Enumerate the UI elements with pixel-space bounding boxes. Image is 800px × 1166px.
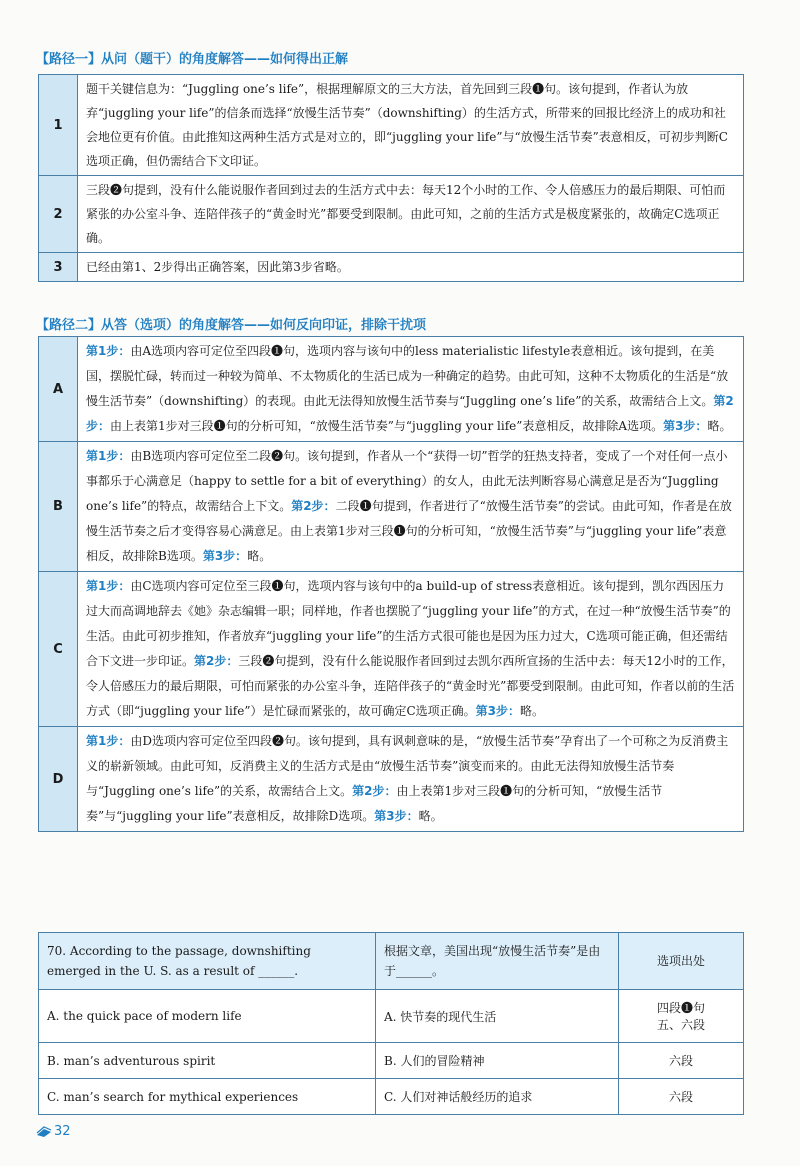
step-label: 第2步： — [291, 499, 336, 513]
step-text: 由B选项内容可定位至二段❷句。该句提到，作者从一个“获得一切”哲学的狂热支持者，变成了一个对任何一点小事都乐于心满意足（happy to settle for a bit of everything）的女人，由此无法判断容易心满意足是否为“Juggling one’s life”的特点，故需结合上下文。 — [86, 449, 728, 513]
option-analysis — [78, 337, 744, 442]
option-analysis — [78, 442, 744, 572]
step-text: 由D选项内容可定位至四段❷句。该句提到，具有讽刺意味的是，“放慢生活节奏”孕育出了一个可称之为反消费主义的崭新领域。由此可知，反消费主义的生活方式是由“放慢生活节奏”演变而来的。由此无法得知放慢生活节奏与“Juggling one’s life”的关系，故需结合上文。 — [86, 734, 729, 798]
step-text: 已经由第1、2步得出正确答案，因此第3步省略。 — [78, 253, 744, 282]
step-text: 略。 — [520, 704, 545, 718]
option-source: 六段 — [619, 1043, 744, 1079]
step-text: 由上表第1步对三段❶句的分析可知，“放慢生活节奏”与“juggling your life”表意相反，故排除A选项。 — [110, 419, 664, 433]
path2-header: 【路径二】从答（选项）的角度解答——如何反向印证，排除干扰项 — [36, 318, 427, 333]
step-number: 2 — [39, 176, 78, 253]
step-label: 第1步： — [86, 579, 131, 593]
option-label: C — [39, 572, 78, 727]
book-icon — [36, 1126, 52, 1138]
step-label: 第2步： — [86, 394, 734, 433]
source-header: 选项出处 — [619, 933, 744, 990]
step-number: 3 — [39, 253, 78, 282]
option-source-line: 五、六段 — [656, 1018, 705, 1032]
option-source: 六段 — [619, 1079, 744, 1115]
table-row — [39, 75, 744, 176]
option-chinese: C. 人们对神话般经历的追求 — [376, 1079, 619, 1115]
step-label: 第3步： — [475, 704, 521, 718]
table-row — [39, 442, 744, 572]
step-label: 第3步： — [202, 549, 248, 563]
option-analysis — [78, 572, 744, 727]
step-label: 第2步： — [194, 654, 239, 668]
step-text: 略。 — [247, 549, 272, 563]
step-label: 第1步： — [86, 734, 131, 748]
table-row — [39, 176, 744, 253]
table-row — [39, 727, 744, 832]
step-text: 三段❷句提到，没有什么能说服作者回到过去凯尔西所宣扬的生活中去：每天12小时的工作，令人倍感压力的最后期限，可怕而紧张的办公室斗争，连陪伴孩子的“黄金时光”都要受到限制。由此可知，作者以前的生活方式（即“juggling your life”）是忙碌而紧张的，故可确定C选项正确。 — [86, 654, 735, 718]
step-text: 题干关键信息为：“Juggling one’s life”，根据理解原文的三大方法，首先回到三段❶句。该句提到，作者认为放弃“juggling your life”的信条而选择“放慢生活节奏”（downshifting）的生活方式，所带来的回报比经济上的成功和社会地位更有价值。由此推知这两种生活方式是对立的，即“juggling your life”与“放慢生活节奏”表意相反，可初步判断C选项正确，但仍需结合下文印证。 — [78, 75, 744, 176]
table-row — [39, 253, 744, 282]
step-number: 1 — [39, 75, 78, 176]
option-source-line: 四段❶句 — [656, 1001, 705, 1015]
step-label: 第3步： — [374, 809, 419, 823]
option-english: B. man’s adventurous spirit — [39, 1043, 376, 1079]
table-row — [39, 337, 744, 442]
table-row — [39, 1043, 744, 1079]
path1-table — [38, 74, 744, 282]
option-label: D — [39, 727, 78, 832]
option-chinese: A. 快节奏的现代生活 — [376, 990, 619, 1043]
table-row — [39, 1079, 744, 1115]
step-text: 由A选项内容可定位至四段❶句，选项内容与该句中的less materialistic lifestyle表意相近。该句提到，在美国，摆脱忙碌，转而过一种较为简单、不太物质化的生活已成为一种确定的趋势。由此可知，这种不太物质化的生活是“放慢生活节奏”（downshifting）的表现。由此无法得知放慢生活节奏与“Juggling one’s life”的关系，故需结合上文。 — [86, 344, 729, 408]
step-text: 三段❷句提到，没有什么能说服作者回到过去的生活方式中去：每天12个小时的工作、令人倍感压力的最后期限、可怕而紧张的办公室斗争、连陪伴孩子的“黄金时光”都要受到限制。由此可知，之前的生活方式是极度紧张的，故确定C选项正确。 — [78, 176, 744, 253]
path1-header: 【路径一】从问（题干）的角度解答——如何得出正解 — [36, 52, 349, 67]
step-text: 由C选项内容可定位至三段❶句，选项内容与该句中的a build-up of stress表意相近。该句提到，凯尔西因压力过大而高调地辞去《她》杂志编辑一职；同样地，作者也摆脱了“juggling your life”的方式，在过一种“放慢生活节奏”的生活。由此可初步推知，作者放弃“juggling your life”的生活方式很可能也是因为压力过大，C选项可能正确，但还需结合下文进一步印证。 — [86, 579, 731, 668]
step-text: 由上表第1步对三段❶句的分析可知，“放慢生活节奏”与“juggling your life”表意相反，故排除D选项。 — [86, 784, 663, 823]
option-english: A. the quick pace of modern life — [39, 990, 376, 1043]
option-english: C. man’s search for mythical experiences — [39, 1079, 376, 1115]
option-analysis — [78, 727, 744, 832]
option-chinese: B. 人们的冒险精神 — [376, 1043, 619, 1079]
step-text: 略。 — [418, 809, 443, 823]
step-label: 第2步： — [352, 784, 397, 798]
path2-table — [38, 336, 744, 832]
step-label: 第1步： — [86, 449, 131, 463]
step-label: 第3步： — [663, 419, 708, 433]
step-label: 第1步： — [86, 344, 131, 358]
question-table — [38, 932, 744, 1115]
question-english: 70. According to the passage, downshifting emerged in the U. S. as a result of ______. — [39, 933, 376, 990]
table-row — [39, 990, 744, 1043]
option-label: A — [39, 337, 78, 442]
table-row — [39, 572, 744, 727]
page-number: 32 — [54, 1124, 71, 1139]
question-header-row — [39, 933, 744, 990]
step-text: 二段❶句提到，作者进行了“放慢生活节奏”的尝试。由此可知，作者是在放慢生活节奏之后才变得容易心满意足。由上表第1步对三段❶句的分析可知，“放慢生活节奏”与“juggling your life”表意相反，故排除B选项。 — [86, 499, 732, 563]
option-source — [619, 990, 744, 1043]
step-text: 略。 — [707, 419, 732, 433]
question-chinese: 根据文章，美国出现“放慢生活节奏”是由于______。 — [376, 933, 619, 990]
option-label: B — [39, 442, 78, 572]
